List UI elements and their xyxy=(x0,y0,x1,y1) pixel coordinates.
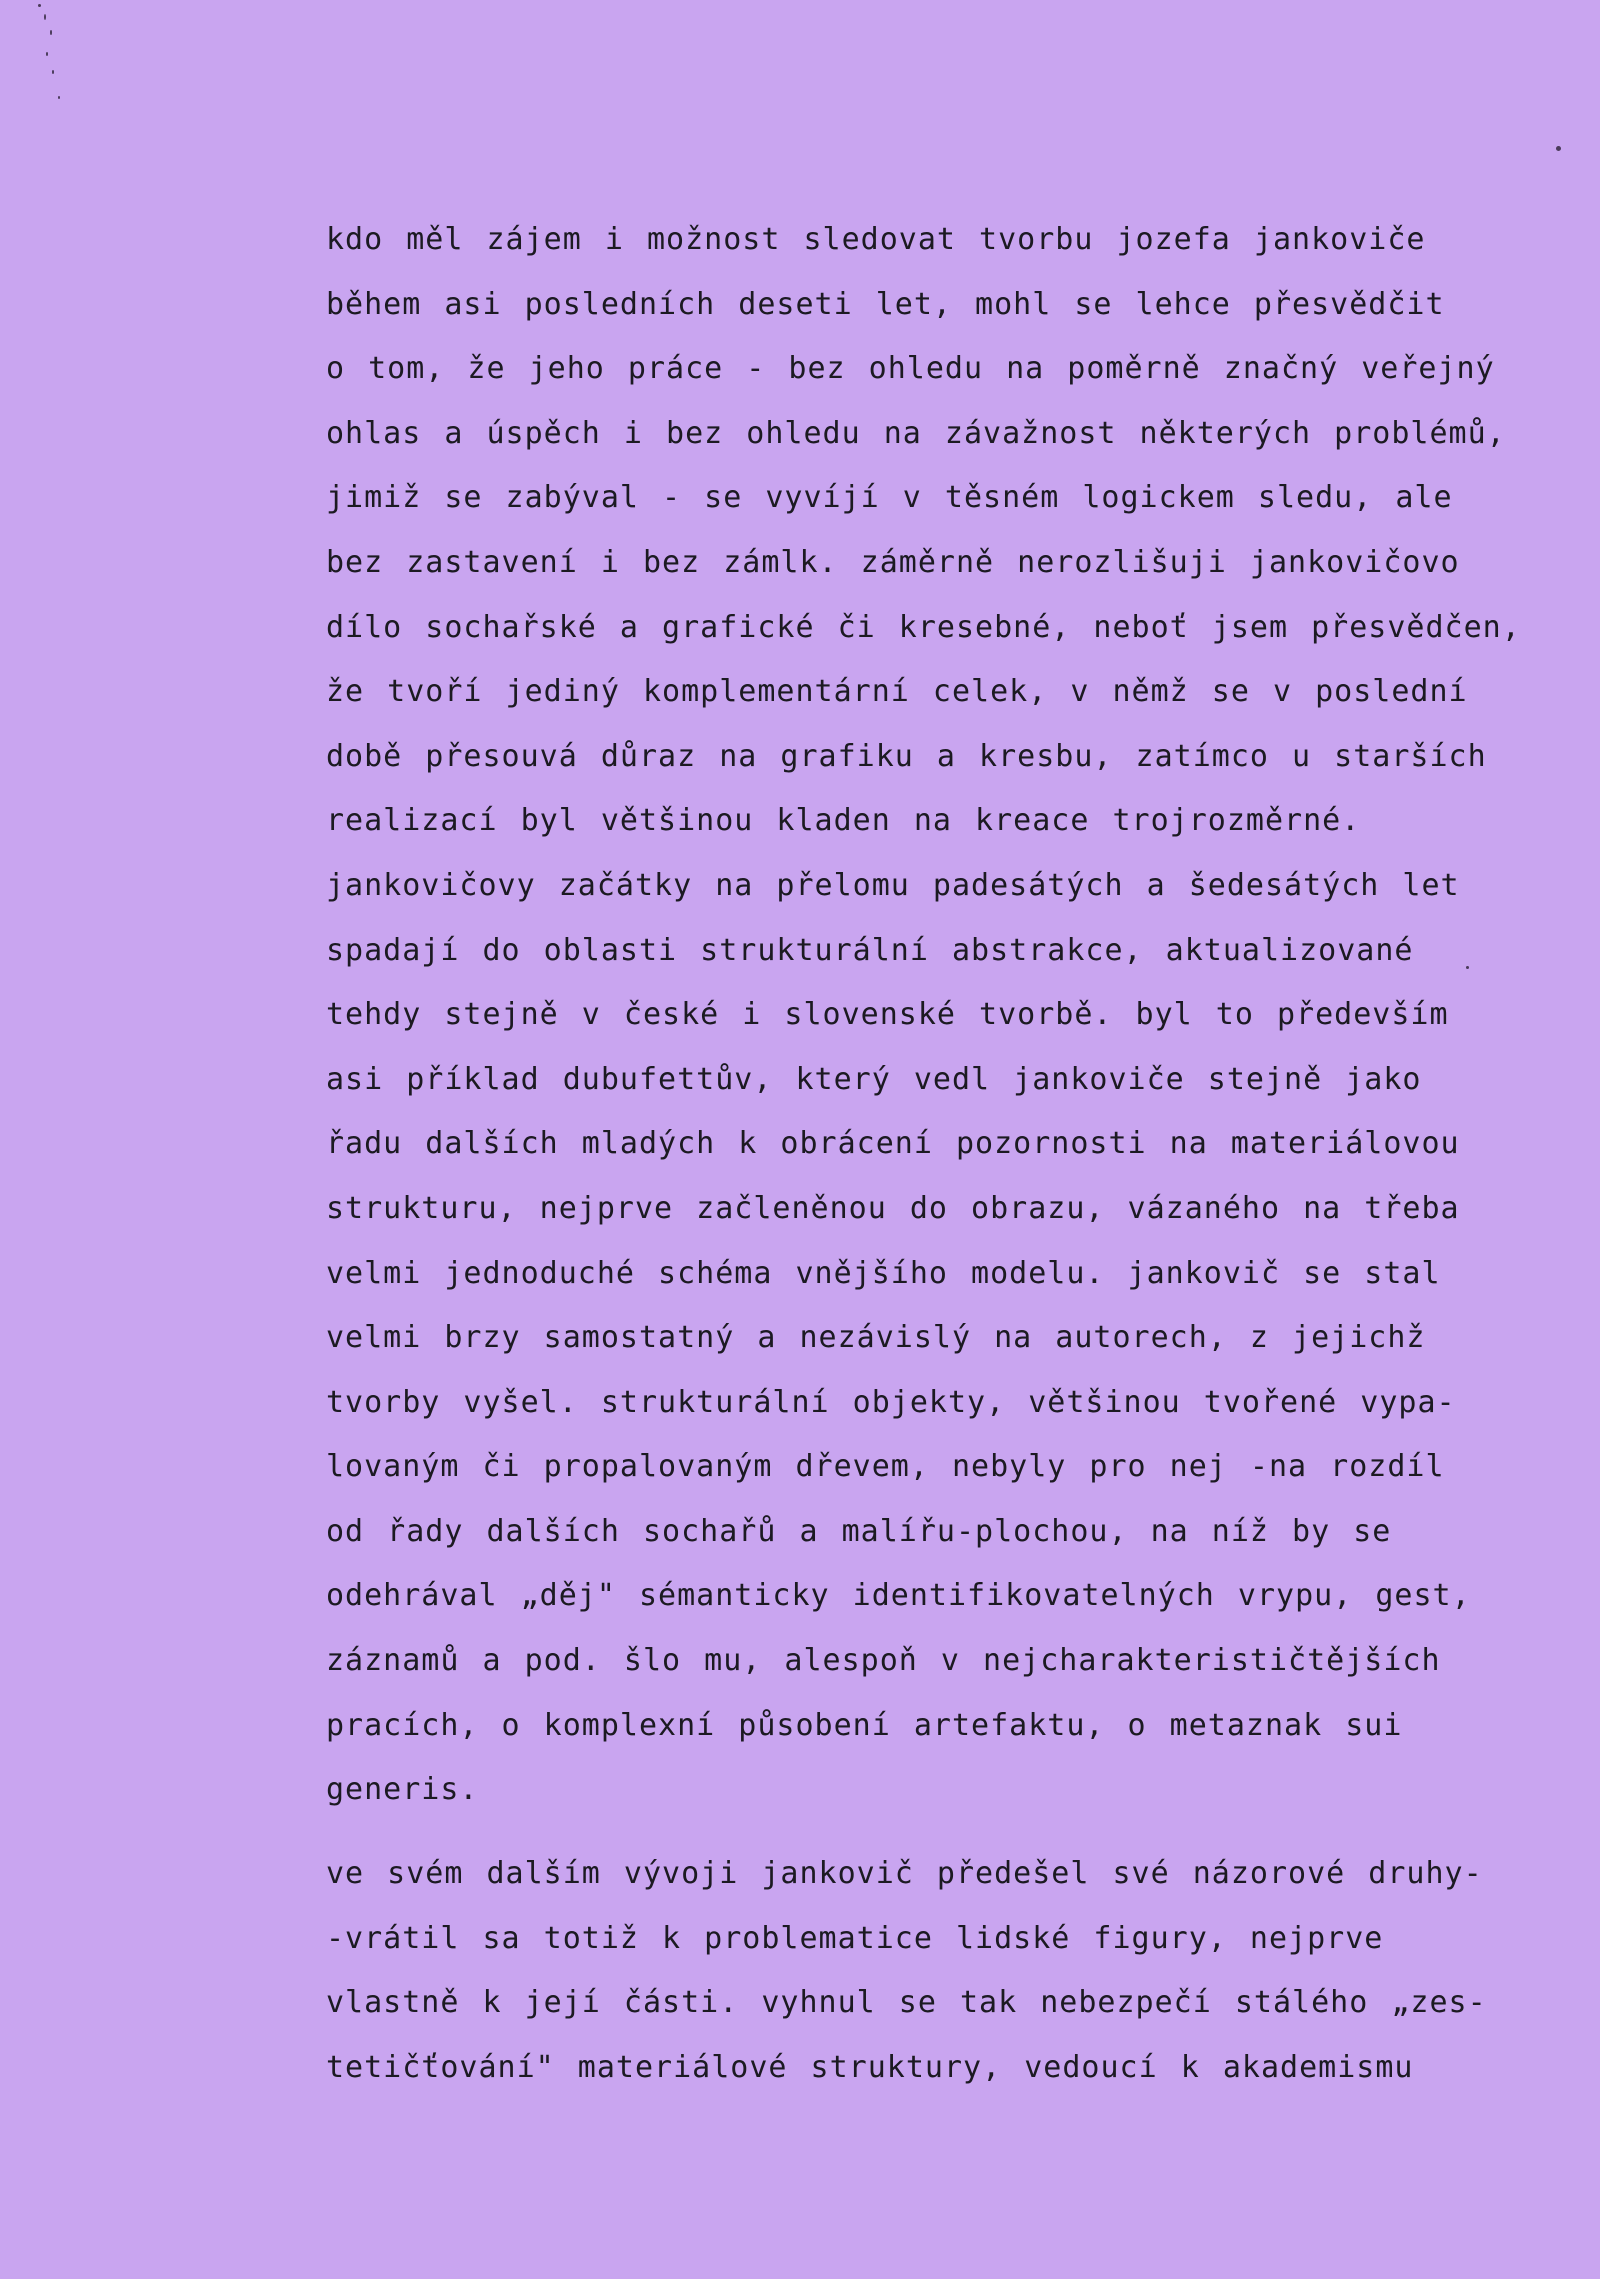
text-line: tvorby vyšel. strukturální objekty, většinou tvořené vypa- xyxy=(326,1384,1456,1420)
text-line: záznamů a pod. šlo mu, alespoň v nejcharakterističtějších xyxy=(326,1643,1441,1679)
text-line: řadu dalších mladých k obrácení pozornosti na materiálovou xyxy=(326,1126,1460,1162)
text-line: spadají do oblasti strukturální abstrakce, aktualizované xyxy=(326,932,1414,968)
text-line: jankovičovy začátky na přelomu padesátých a šedesátých let xyxy=(326,867,1460,903)
text-line: velmi jednoduché schéma vnějšího modelu. jankovič se stal xyxy=(326,1255,1441,1291)
text-line: bez zastavení i bez zámlk. záměrně nerozlišuji jankovičovo xyxy=(326,544,1460,580)
text-line: realizací byl většinou kladen na kreace trojrozměrné. xyxy=(326,803,1361,839)
text-line: ve svém dalším vývoji jankovič předešel své názorové druhy- xyxy=(326,1856,1483,1892)
text-line: ohlas a úspěch i bez ohledu na závažnost některých problémů, xyxy=(326,415,1506,451)
text-line: velmi brzy samostatný a nezávislý na autorech, z jejichž xyxy=(326,1320,1426,1356)
text-line: pracích, o komplexní působení artefaktu, o metaznak sui xyxy=(326,1707,1403,1743)
text-line: od řady dalších sochařů a malířu-plochou, na níž by se xyxy=(326,1513,1392,1549)
text-line: kdo měl zájem i možnost sledovat tvorbu jozefa jankoviče xyxy=(326,222,1426,257)
text-line: asi příklad dubufettův, který vedl jankoviče stejně jako xyxy=(326,1061,1422,1097)
scan-speck xyxy=(1556,146,1561,151)
text-line: dílo sochařské a grafické či kresebné, neboť jsem přesvědčen, xyxy=(326,609,1521,645)
text-line: že tvoří jediný komplementární celek, v němž se v poslední xyxy=(326,674,1468,710)
text-line: odehrával „děj" sémanticky identifikovatelných vrypu, gest, xyxy=(326,1578,1471,1614)
text-line: době přesouvá důraz na grafiku a kresbu, zatímco u starších xyxy=(326,738,1487,774)
text-line: generis. xyxy=(326,1772,479,1808)
text-line: strukturu, nejprve začleněnou do obrazu, vázaného na třeba xyxy=(326,1190,1460,1226)
text-line: tehdy stejně v české i slovenské tvorbě. byl to především xyxy=(326,997,1449,1033)
text-line: lovaným či propalovaným dřevem, nebyly pro nej -na rozdíl xyxy=(326,1449,1445,1485)
text-line: jimiž se zabýval - se vyvíjí v těsném logickem sledu, ale xyxy=(326,480,1453,516)
scan-corner-marks xyxy=(30,0,80,120)
text-line: vlastně k její části. vyhnul se tak nebezpečí stálého „zes- xyxy=(326,1985,1487,2021)
text-line: během asi posledních deseti let, mohl se lehce přesvědčit xyxy=(326,286,1445,322)
text-line: -vrátil sa totiž k problematice lidské figury, nejprve xyxy=(326,1920,1384,1956)
body-text xyxy=(326,218,1526,2111)
text-line: o tom, že jeho práce - bez ohledu na poměrně značný veřejný xyxy=(326,351,1495,387)
text-line: tetičťování" materiálové struktury, vedoucí k akademismu xyxy=(326,2050,1414,2086)
